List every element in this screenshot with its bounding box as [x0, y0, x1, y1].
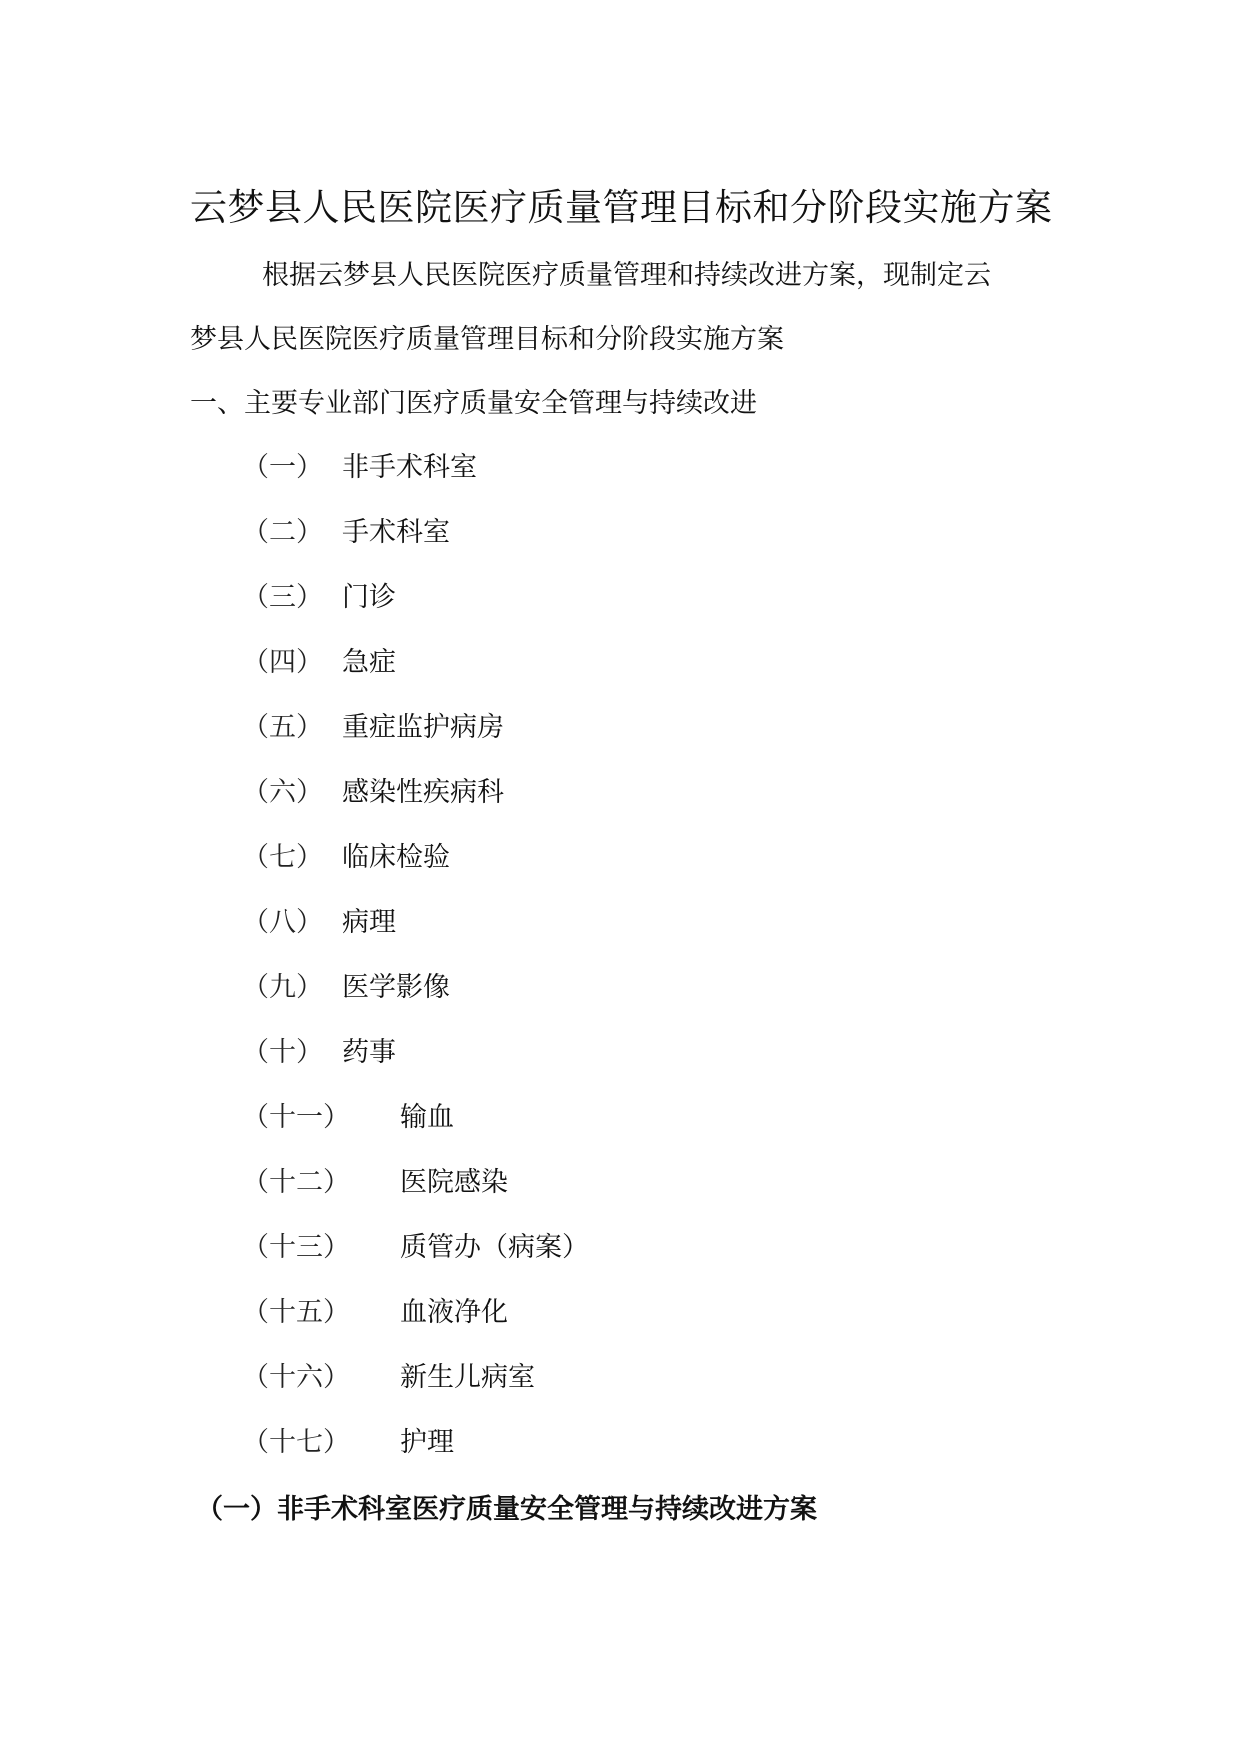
- list-item-number: （三）: [242, 582, 323, 613]
- list-item-number: （十七）: [242, 1427, 350, 1458]
- list-item-label: 新生儿病室: [400, 1362, 535, 1393]
- list-item-label: 手术科室: [342, 517, 450, 548]
- department-list: [0, 450, 1241, 1490]
- list-item-label: 药事: [342, 1037, 396, 1068]
- list-item-number: （七）: [242, 842, 323, 873]
- list-item-label: 急症: [342, 647, 396, 678]
- list-item: [0, 970, 1241, 1035]
- list-item: [0, 905, 1241, 970]
- list-item-number: （五）: [242, 712, 323, 743]
- list-item-label: 护理: [400, 1427, 454, 1458]
- list-item-number: （四）: [242, 647, 323, 678]
- list-item: [0, 1165, 1241, 1230]
- intro-paragraph-line-2: 梦县人民医院医疗质量管理目标和分阶段实施方案: [190, 324, 784, 355]
- list-item: [0, 1230, 1241, 1295]
- list-item-label: 医学影像: [342, 972, 450, 1003]
- list-item: [0, 840, 1241, 905]
- list-item-number: （一）: [242, 452, 323, 483]
- list-item-number: （十六）: [242, 1362, 350, 1393]
- list-item-number: （十）: [242, 1037, 323, 1068]
- list-item-number: （十五）: [242, 1297, 350, 1328]
- document-title: 云梦县人民医院医疗质量管理目标和分阶段实施方案: [190, 186, 1053, 229]
- list-item: [0, 775, 1241, 840]
- list-item-number: （九）: [242, 972, 323, 1003]
- list-item: [0, 1295, 1241, 1360]
- list-item: [0, 580, 1241, 645]
- list-item-number: （二）: [242, 517, 323, 548]
- list-item: [0, 450, 1241, 515]
- intro-paragraph-line-1: 根据云梦县人民医院医疗质量管理和持续改进方案，现制定云: [262, 260, 991, 291]
- list-item-number: （十一）: [242, 1102, 350, 1133]
- subsection-heading: （一）非手术科室医疗质量安全管理与持续改进方案: [196, 1494, 817, 1525]
- list-item-number: （六）: [242, 777, 323, 808]
- list-item: [0, 1360, 1241, 1425]
- list-item-label: 质管办（病案）: [400, 1232, 589, 1263]
- list-item-label: 重症监护病房: [342, 712, 504, 743]
- list-item: [0, 710, 1241, 775]
- list-item: [0, 1035, 1241, 1100]
- list-item-label: 感染性疾病科: [342, 777, 504, 808]
- list-item-number: （八）: [242, 907, 323, 938]
- list-item-label: 输血: [400, 1102, 454, 1133]
- list-item: [0, 645, 1241, 710]
- list-item: [0, 1425, 1241, 1490]
- list-item-label: 病理: [342, 907, 396, 938]
- list-item-label: 医院感染: [400, 1167, 508, 1198]
- list-item-number: （十二）: [242, 1167, 350, 1198]
- section-heading: 一、主要专业部门医疗质量安全管理与持续改进: [190, 388, 757, 419]
- list-item: [0, 1100, 1241, 1165]
- list-item-label: 门诊: [342, 582, 396, 613]
- list-item-number: （十三）: [242, 1232, 350, 1263]
- list-item-label: 非手术科室: [342, 452, 477, 483]
- list-item: [0, 515, 1241, 580]
- list-item-label: 血液净化: [400, 1297, 508, 1328]
- list-item-label: 临床检验: [342, 842, 450, 873]
